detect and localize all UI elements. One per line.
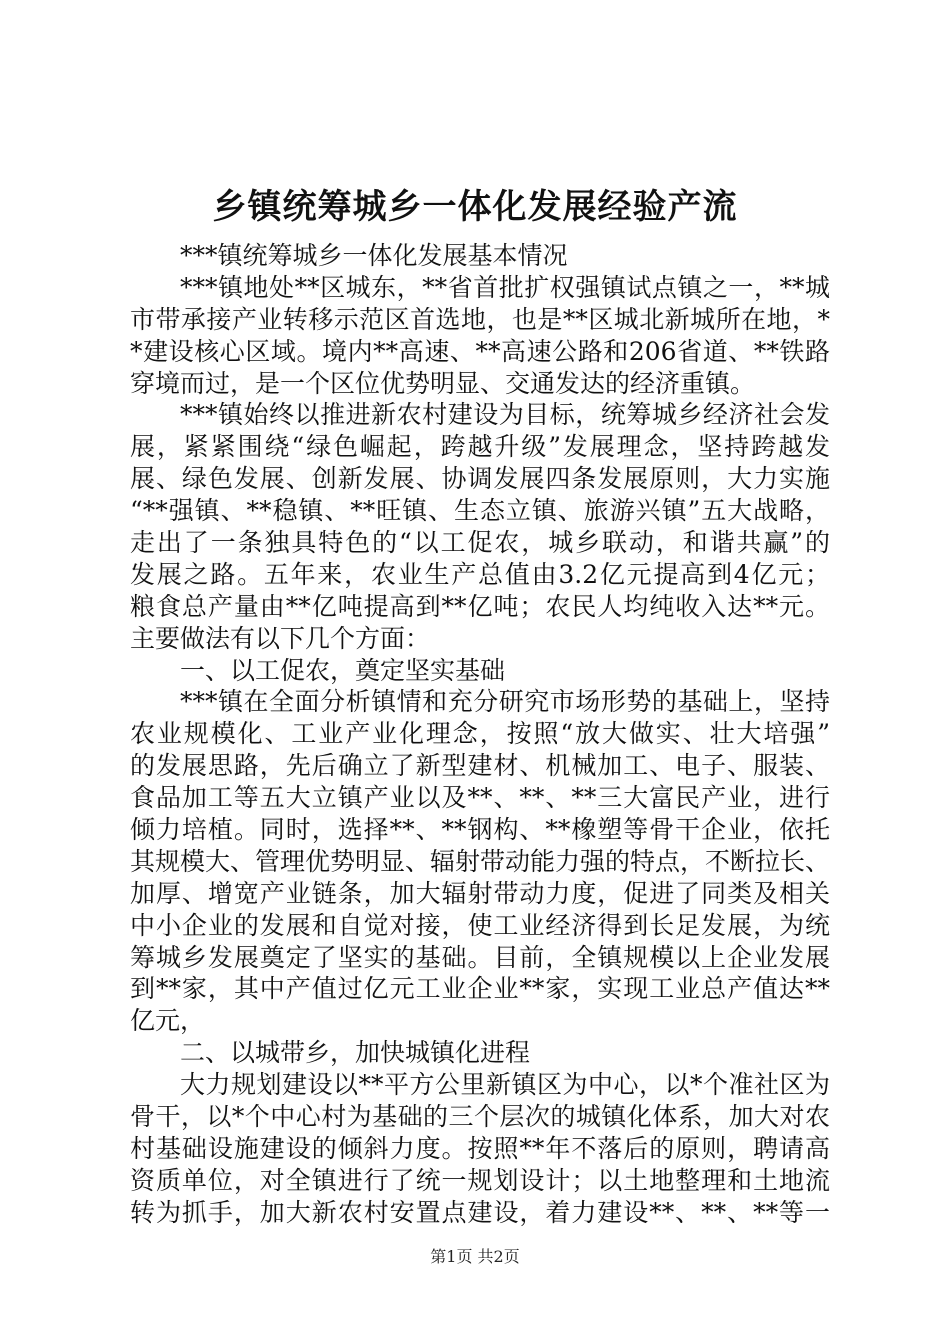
text-line: 走出了一条独具特色的“以工促农，城乡联动，和谐共赢”的 [130,528,830,558]
text-line: 展、绿色发展、创新发展、协调发展四条发展原则，大力实施 [130,464,830,494]
text-line: 食品加工等五大立镇产业以及**、**、**三大富民产业，进行 [130,783,830,813]
text-line: 中小企业的发展和自觉对接，使工业经济得到长足发展，为统 [130,910,830,940]
text-line: 大力规划建设以**平方公里新镇区为中心，以*个准社区为 [180,1070,830,1100]
text-line: 农业规模化、工业产业化理念，按照“放大做实、壮大培强” [130,719,830,749]
text-line: 穿境而过，是一个区位优势明显、交通发达的经济重镇。 [130,368,756,398]
section-heading: 二、以城带乡，加快城镇化进程 [180,1038,531,1068]
text-line: 亿元， [130,1006,206,1036]
document-title: 乡镇统筹城乡一体化发展经验产流 [212,187,738,227]
text-line: ***镇在全面分析镇情和充分研究市场形势的基础上，坚持 [180,687,830,717]
text-line: 主要做法有以下几个方面： [130,623,431,653]
text-line: 的发展思路，先后确立了新型建材、机械加工、电子、服装、 [130,751,830,781]
text-line: ***镇地处**区城东，**省首批扩权强镇试点镇之一，**城 [180,272,830,302]
text-line: 展，紧紧围绕“绿色崛起，跨越升级”发展理念，坚持跨越发 [130,432,830,462]
section-heading: 一、以工促农，奠定坚实基础 [180,655,506,685]
text-line: 市带承接产业转移示范区首选地，也是**区城北新城所在地，* [130,304,830,334]
text-line: 到**家，其中产值过亿元工业企业**家，实现工业总产值达** [130,974,830,1004]
text-line: 转为抓手，加大新农村安置点建设，着力建设**、**、**等一 [130,1197,830,1227]
text-line: 粮食总产量由**亿吨提高到**亿吨；农民人均纯收入达**元。 [130,591,830,621]
text-line: 倾力培植。同时，选择**、**钢构、**橡塑等骨干企业，依托 [130,815,830,845]
text-line: 村基础设施建设的倾斜力度。按照**年不落后的原则，聘请高 [130,1133,830,1163]
text-line: 筹城乡发展奠定了坚实的基础。目前，全镇规模以上企业发展 [130,942,830,972]
text-line: 资质单位，对全镇进行了统一规划设计；以土地整理和土地流 [130,1165,830,1195]
text-line: 发展之路。五年来，农业生产总值由3.2亿元提高到4亿元； [130,559,830,589]
text-line: ***镇统筹城乡一体化发展基本情况 [180,241,568,270]
page-number-footer: 第1页 共2页 [430,1247,520,1266]
text-line: ***镇始终以推进新农村建设为目标，统筹城乡经济社会发 [180,400,830,430]
text-line: 其规模大、管理优势明显、辐射带动能力强的特点，不断拉长、 [130,846,830,876]
text-line: 骨干，以*个中心村为基础的三个层次的城镇化体系，加大对农 [130,1102,830,1132]
document-body [130,240,830,1229]
text-line: *建设核心区域。境内**高速、**高速公路和206省道、**铁路 [130,336,830,366]
text-line: 加厚、增宽产业链条，加大辐射带动力度，促进了同类及相关 [130,878,830,908]
text-line: “**强镇、**稳镇、**旺镇、生态立镇、旅游兴镇”五大战略， [130,496,830,526]
